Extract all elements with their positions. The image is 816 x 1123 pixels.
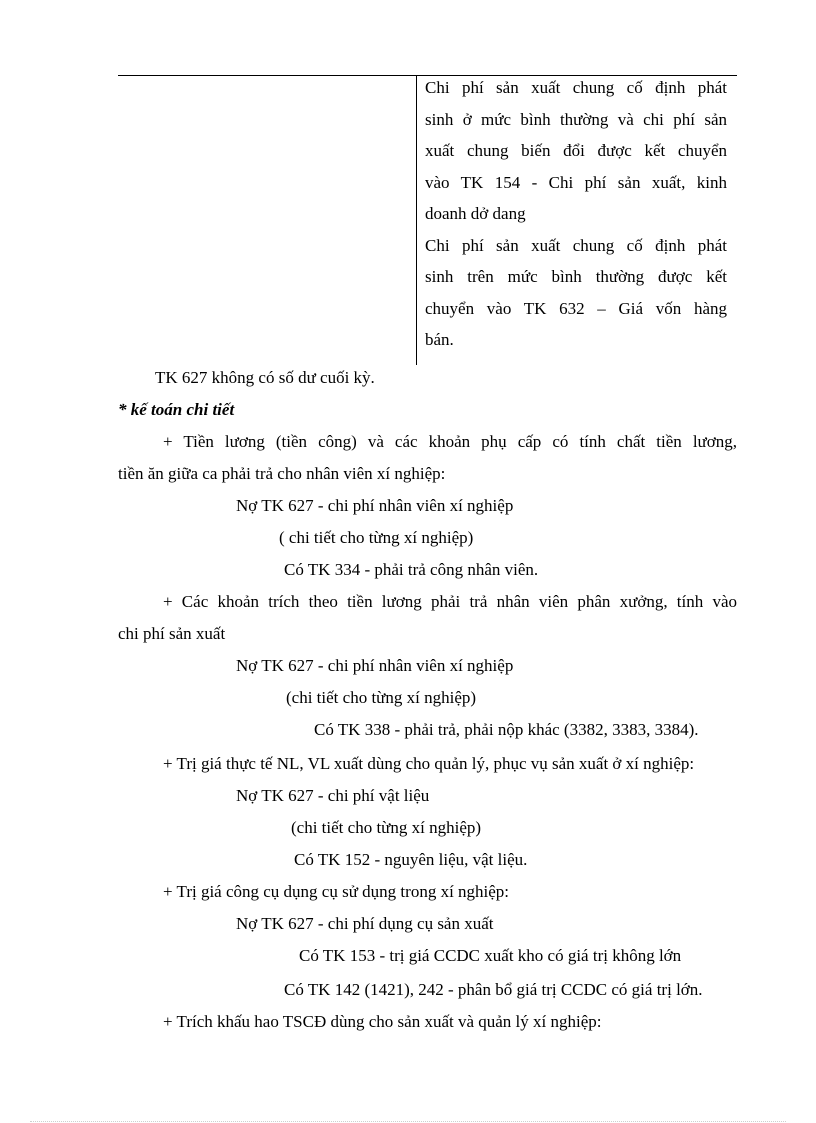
cell-line: vào TK 154 - Chi phí sản xuất, kinh	[425, 172, 727, 192]
item1-text-cont: tiền ăn giữa ca phải trả cho nhân viên xí nghiệp:	[118, 464, 446, 483]
cell-line: Chi phí sản xuất chung cố định phát	[425, 235, 727, 255]
item2-text-cont: chi phí sản xuất	[118, 624, 226, 643]
item3-detail: (chi tiết cho từng xí nghiệp)	[291, 818, 482, 837]
item2-credit: Có TK 338 - phải trả, phải nộp khác (3382, 3383, 3384).	[314, 720, 699, 739]
item4-credit-1: Có TK 153 - trị giá CCDC xuất kho có giá trị không lớn	[299, 946, 682, 965]
no-balance-note: TK 627 không có số dư cuối kỳ.	[155, 368, 375, 387]
cell-line: chuyển vào TK 632 – Giá vốn hàng	[425, 298, 727, 318]
table-column-divider	[416, 75, 417, 365]
cell-line: bán.	[425, 330, 454, 349]
cell-line: sinh ở mức bình thường và chi phí sản	[425, 109, 727, 129]
page-bottom-rule	[30, 1121, 786, 1122]
item3-debit: Nợ TK 627 - chi phí vật liệu	[236, 786, 430, 805]
section-heading: * kế toán chi tiết	[118, 400, 235, 419]
table-top-border	[118, 75, 737, 76]
item4-text: + Trị giá công cụ dụng cụ sử dụng trong xí nghiệp:	[163, 882, 510, 901]
item3-text: + Trị giá thực tế NL, VL xuất dùng cho quản lý, phục vụ sản xuất ở xí nghiệp:	[163, 754, 695, 773]
item4-debit: Nợ TK 627 - chi phí dụng cụ sản xuất	[236, 914, 494, 933]
item2-debit: Nợ TK 627 - chi phí nhân viên xí nghiệp	[236, 656, 514, 675]
cell-line: Chi phí sản xuất chung cố định phát	[425, 78, 727, 97]
item5-text: + Trích khấu hao TSCĐ dùng cho sản xuất và quản lý xí nghiệp:	[163, 1012, 602, 1031]
cell-line: doanh dở dang	[425, 204, 526, 223]
item2-text: + Các khoản trích theo tiền lương phải trả nhân viên phân xưởng, tính vào	[163, 592, 737, 611]
item2-detail: (chi tiết cho từng xí nghiệp)	[286, 688, 477, 707]
item4-credit-2: Có TK 142 (1421), 242 - phân bổ giá trị CCDC có giá trị lớn.	[284, 980, 703, 999]
table-credit-cell	[425, 78, 727, 362]
cell-line: sinh trên mức bình thường được kết	[425, 267, 727, 286]
item1-detail: ( chi tiết cho từng xí nghiệp)	[279, 528, 474, 547]
item1-credit: Có TK 334 - phải trả công nhân viên.	[284, 560, 539, 579]
item1-debit: Nợ TK 627 - chi phí nhân viên xí nghiệp	[236, 496, 514, 515]
cell-line: xuất chung biến đổi được kết chuyển	[425, 141, 727, 160]
item3-credit: Có TK 152 - nguyên liệu, vật liệu.	[294, 850, 528, 869]
item1-text: + Tiền lương (tiền công) và các khoản phụ cấp có tính chất tiền lương,	[163, 432, 737, 451]
